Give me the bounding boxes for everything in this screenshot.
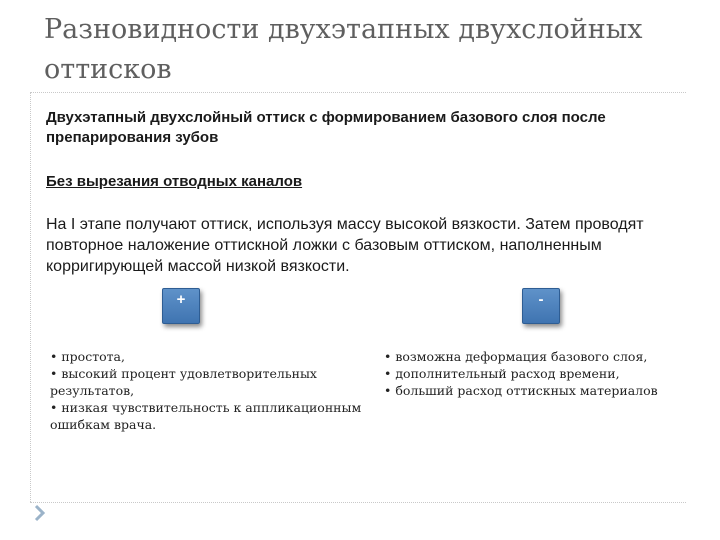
cons-item: • больший расход оттискных материалов bbox=[384, 383, 658, 398]
cons-item: • дополнительный расход времени, bbox=[384, 366, 620, 381]
subheading: Без вырезания отводных каналов bbox=[46, 173, 303, 190]
pros-badge bbox=[162, 288, 200, 324]
cons-badge-label: - bbox=[538, 291, 544, 308]
pros-item: • низкая чувствительность к аппликационным ошибкам врача. bbox=[50, 400, 362, 432]
pros-badge-label: + bbox=[176, 291, 186, 308]
nav-arrow-icon[interactable] bbox=[34, 504, 52, 522]
description: На I этапе получают оттиск, используя массу высокой вязкости. Затем проводят повторное наложение оттискной ложки с базовым оттиском, наполненным корригирующей массой низкой вязкости. bbox=[46, 216, 644, 275]
pros-item: • высокий процент удовлетворительных результатов, bbox=[50, 366, 317, 398]
pros-item: • простота, bbox=[50, 349, 125, 364]
cons-badge bbox=[522, 288, 560, 324]
subtitle: Двухэтапный двухслойный оттиск с формированием базового слоя после препарирования зубов bbox=[46, 109, 606, 146]
left-border-line bbox=[30, 92, 31, 502]
pros-list bbox=[50, 348, 370, 433]
cons-item: • возможна деформация базового слоя, bbox=[384, 349, 648, 364]
title-divider bbox=[30, 92, 686, 93]
slide-title: Разновидности двухэтапных двухслойных оттисков bbox=[44, 14, 643, 85]
cons-list bbox=[384, 348, 720, 399]
bottom-divider bbox=[30, 502, 686, 503]
